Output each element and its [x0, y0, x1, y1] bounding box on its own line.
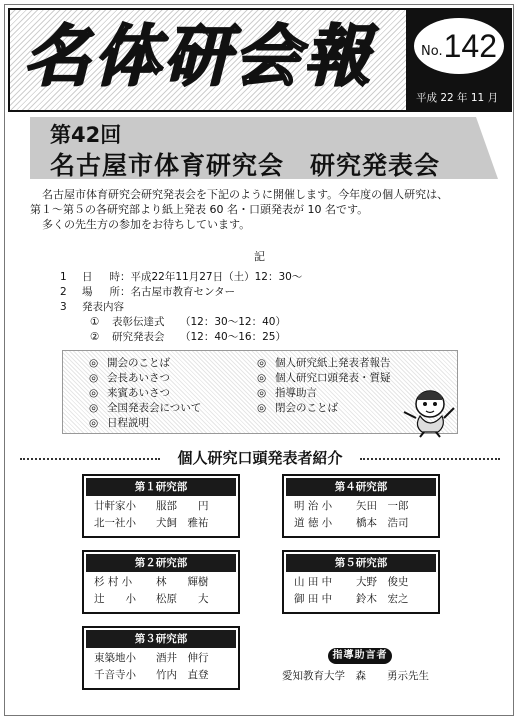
- member-row: [84, 574, 238, 591]
- bullet-icon: ◎: [257, 372, 267, 384]
- sub-item: [60, 315, 302, 330]
- member-name: 大野 俊史: [356, 576, 409, 588]
- issue-number: 142: [443, 27, 497, 64]
- detail-value: ：名古屋市教育センター: [120, 286, 236, 298]
- member-school: 明 治 小: [294, 500, 333, 512]
- member-row: [84, 515, 238, 532]
- issue-box: [408, 8, 512, 112]
- bullet-icon: ◎: [89, 357, 99, 369]
- program-item-label: 閉会のことば: [275, 402, 338, 414]
- member-row: [84, 498, 238, 515]
- dept-box-4: [282, 474, 440, 538]
- section-title: [20, 447, 500, 468]
- bullet-icon: ◎: [89, 402, 99, 414]
- detail-label-char: 場: [82, 286, 93, 298]
- sub-item-time: （12：40～16：25）: [180, 331, 286, 343]
- issue-date: 平成 22 年 11 月: [416, 92, 499, 104]
- member-row: [84, 667, 238, 684]
- program-item-label: 日程説明: [107, 417, 149, 429]
- banner-edition: 第42回: [50, 123, 122, 147]
- intro-text: [30, 187, 510, 232]
- program-item: [89, 371, 201, 386]
- member-name: 橋本 浩司: [356, 517, 409, 529]
- ki-heading: 記: [254, 250, 265, 263]
- intro-line: 名古屋市体育研究会研究発表会を下記のように開催します。今年度の個人研究は、: [42, 188, 449, 201]
- sub-item-marker: ②: [90, 331, 100, 343]
- program-item: [257, 401, 391, 416]
- member-row: [84, 650, 238, 667]
- member-row: [284, 515, 438, 532]
- member-row: [84, 591, 238, 608]
- advisor-name: 愛知教育大学 森 勇示先生: [282, 670, 429, 682]
- detail-label: 発表内容: [82, 301, 124, 313]
- detail-label-char: 日: [82, 271, 93, 283]
- dept-name: 第１研究部: [86, 478, 236, 496]
- member-name: 酒井 伸行: [156, 652, 209, 664]
- member-school: 御 田 中: [294, 593, 333, 605]
- issue-prefix: No.: [421, 43, 443, 59]
- program-item-label: 会長あいさつ: [107, 372, 170, 384]
- program-item: [89, 401, 201, 416]
- dept-box-2: [82, 550, 240, 614]
- dept-name: 第３研究部: [86, 630, 236, 648]
- member-school: 辻 小: [94, 593, 136, 605]
- detail-value: ：平成22年11月27日（土）12：30～: [120, 271, 303, 283]
- sub-item-name: 研究発表会: [112, 331, 165, 343]
- member-school: 東築地小: [94, 652, 136, 664]
- member-school: 道 徳 小: [294, 517, 333, 529]
- detail-row-venue: [60, 285, 302, 300]
- member-school: 北一社小: [94, 517, 136, 529]
- advisor-badge: 指導助言者: [328, 648, 392, 664]
- bullet-icon: ◎: [257, 402, 267, 414]
- bullet-icon: ◎: [89, 387, 99, 399]
- dept-box-5: [282, 550, 440, 614]
- banner-title: 名古屋市体育研究会 研究発表会: [50, 151, 441, 180]
- mascot-illustration: [398, 382, 458, 438]
- dept-box-3: [82, 626, 240, 690]
- member-name: 服部 円: [156, 500, 209, 512]
- detail-label-char: 所: [109, 286, 120, 298]
- member-name: 竹内 直登: [156, 669, 209, 681]
- bullet-icon: ◎: [89, 372, 99, 384]
- sub-item-time: （12：30～12：40）: [180, 316, 286, 328]
- member-name: 鈴木 宏之: [356, 593, 409, 605]
- member-name: 松原 大: [156, 593, 209, 605]
- section-title-text: 個人研究口頭発表者紹介: [169, 449, 350, 467]
- detail-row-content: [60, 300, 302, 315]
- dept-name: 第２研究部: [86, 554, 236, 572]
- bullet-icon: ◎: [257, 387, 267, 399]
- program-item-label: 来賓あいさつ: [107, 387, 170, 399]
- member-school: 杉 村 小: [94, 576, 133, 588]
- member-name: 林 輝樹: [156, 576, 209, 588]
- program-item-label: 全国発表会について: [107, 402, 202, 414]
- program-item: [257, 356, 391, 371]
- detail-number: 3: [60, 301, 67, 313]
- issue-oval: [414, 18, 504, 74]
- member-school: 山 田 中: [294, 576, 333, 588]
- program-column-left: [89, 356, 201, 431]
- detail-label: [82, 285, 120, 300]
- detail-number: 2: [60, 286, 67, 298]
- event-banner: [30, 117, 498, 179]
- section-heading: [20, 447, 500, 469]
- masthead-title: 名体研会報: [24, 18, 374, 95]
- masthead: [8, 8, 408, 112]
- program-item: [257, 371, 391, 386]
- member-row: [284, 498, 438, 515]
- program-item-label: 開会のことば: [107, 357, 170, 369]
- sub-item-name: 表彰伝達式: [112, 316, 165, 328]
- detail-label-char: 時: [109, 271, 120, 283]
- program-item: [257, 386, 391, 401]
- member-row: [284, 591, 438, 608]
- member-school: 廿軒家小: [94, 500, 136, 512]
- program-item-label: 指導助言: [275, 387, 317, 399]
- sub-item: [60, 330, 302, 345]
- program-column-right: [257, 356, 391, 416]
- intro-line: 多くの先生方の参加をお待ちしています。: [42, 218, 251, 231]
- bullet-icon: ◎: [89, 417, 99, 429]
- dept-name: 第５研究部: [286, 554, 436, 572]
- program-item-label: 個人研究口頭発表・質疑: [275, 372, 391, 384]
- detail-label: [82, 270, 120, 285]
- dept-name: 第４研究部: [286, 478, 436, 496]
- dept-box-1: [82, 474, 240, 538]
- program-item: [89, 386, 201, 401]
- member-name: 犬飼 雅祐: [156, 517, 209, 529]
- member-school: 千音寺小: [94, 669, 136, 681]
- member-row: [284, 574, 438, 591]
- program-item-label: 個人研究紙上発表者報告: [275, 357, 391, 369]
- sub-item-marker: ①: [90, 316, 100, 328]
- intro-line: 第１～第５の各研究部より紙上発表 60 名・口頭発表が 10 名です。: [30, 203, 369, 216]
- program-item: [89, 356, 201, 371]
- member-name: 矢田 一郎: [356, 500, 409, 512]
- bullet-icon: ◎: [257, 357, 267, 369]
- event-details: [60, 270, 302, 345]
- detail-number: 1: [60, 271, 67, 283]
- detail-row-datetime: [60, 270, 302, 285]
- program-item: [89, 416, 201, 431]
